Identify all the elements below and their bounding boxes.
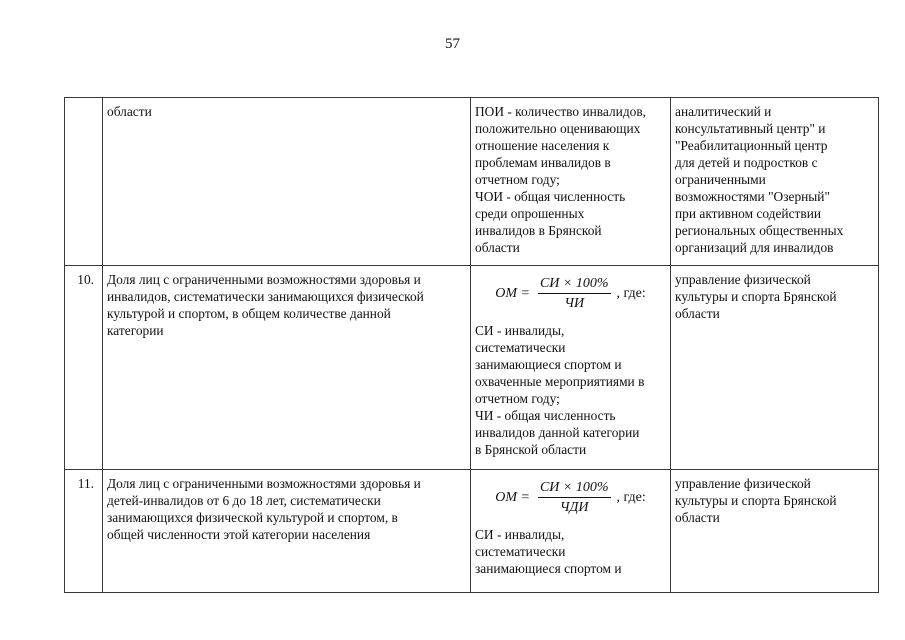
formula <box>475 275 666 312</box>
table-bottom-border <box>64 592 878 593</box>
table-row <box>65 266 879 470</box>
table-row <box>65 98 879 266</box>
indicator-text: области <box>107 104 152 119</box>
formula-denominator: ЧДИ <box>559 500 589 515</box>
method-text: ПОИ - количество инвалидов, положительно оценивающих отношение населения к проблемам инвалидов в отчетном году; ЧОИ - общая численность среди опрошенных инвалидов в Брянской области <box>475 104 647 255</box>
formula-denominator: ЧИ <box>564 296 585 311</box>
indicator-cell <box>103 266 471 470</box>
responsible-text: аналитический и консультативный центр" и "Реабилитационный центр для детей и подростков с ограниченными возможностями "Озерный" при активном содействии региональных общественных организаций для инвалидов <box>675 104 844 255</box>
row-number-cell <box>65 98 103 266</box>
indicators-table <box>64 97 879 593</box>
responsible-text: управление физической культуры и спорта Брянской области <box>675 476 837 525</box>
responsible-text: управление физической культуры и спорта Брянской области <box>675 272 837 321</box>
responsible-cell <box>671 98 879 266</box>
formula-fraction <box>538 479 611 516</box>
indicator-cell <box>103 470 471 593</box>
formula-where: , где: <box>616 286 646 301</box>
indicator-cell <box>103 98 471 266</box>
formula-lhs: ОМ = <box>495 490 530 505</box>
method-cell <box>471 266 671 470</box>
method-cell <box>471 98 671 266</box>
indicator-text: Доля лиц с ограниченными возможностями здоровья и инвалидов, систематически занимающихся физической культурой и спортом, в общем количестве данной категории <box>107 272 424 338</box>
responsible-cell <box>671 470 879 593</box>
formula-where: , где: <box>616 490 646 505</box>
page-number: 57 <box>445 36 460 52</box>
row-number-cell <box>65 266 103 470</box>
table-row <box>65 470 879 593</box>
row-number: 11. <box>77 476 94 491</box>
formula <box>475 479 666 516</box>
method-cell <box>471 470 671 593</box>
method-text: СИ - инвалиды, систематически занимающиеся спортом и охваченные мероприятиями в отчетном году; ЧИ - общая численность инвалидов данной категории в Брянской области <box>475 323 645 457</box>
row-number: 10. <box>77 272 94 287</box>
row-number-cell <box>65 470 103 593</box>
method-text: СИ - инвалиды, систематически занимающиеся спортом и <box>475 527 622 576</box>
responsible-cell <box>671 266 879 470</box>
indicator-text: Доля лиц с ограниченными возможностями здоровья и детей-инвалидов от 6 до 18 лет, систематически занимающихся физической культурой и спортом, в общей численности этой категории населения <box>107 476 421 542</box>
formula-numerator: СИ × 100% <box>538 275 611 294</box>
formula-lhs: ОМ = <box>495 286 530 301</box>
formula-fraction <box>538 275 611 312</box>
formula-numerator: СИ × 100% <box>538 479 611 498</box>
